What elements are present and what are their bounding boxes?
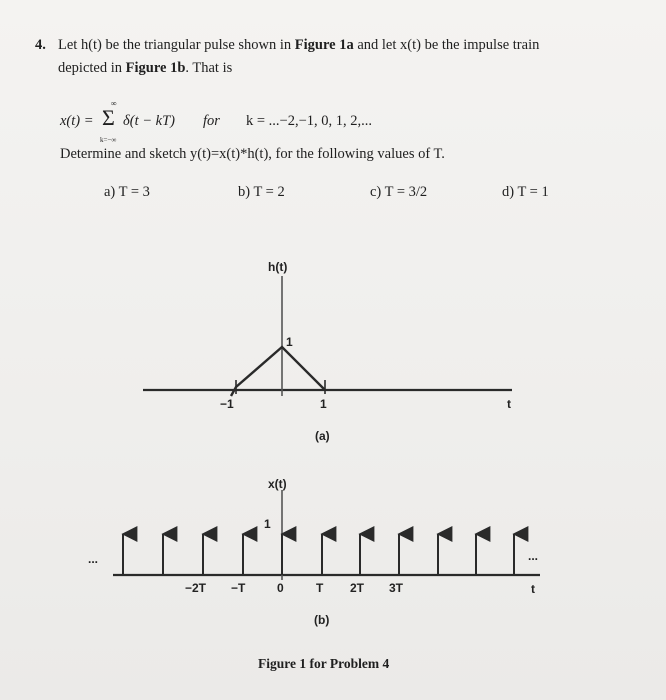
- instruction-text: Determine and sketch y(t)=x(t)*h(t), for the following values of T.: [60, 146, 445, 162]
- problem-number: 4.: [35, 37, 46, 53]
- figure-1a-ref: Figure 1a: [294, 37, 354, 53]
- figure-1b-ref: Figure 1b: [125, 60, 186, 76]
- equation-lhs: x(t) =: [60, 113, 94, 129]
- problem-line-2-end: . That is: [185, 60, 233, 76]
- figure-caption: Figure 1 for Problem 4: [258, 656, 390, 671]
- tick-label-T: T: [316, 581, 324, 595]
- option-c: c) T = 3/2: [370, 184, 428, 200]
- option-b: b) T = 2: [238, 184, 285, 200]
- tick-label-minus-2T: −2T: [185, 581, 207, 595]
- pos-one-label: 1: [320, 397, 327, 411]
- figure-1a: [143, 260, 512, 443]
- sigma-lower: k=−∞: [100, 136, 117, 144]
- option-a: a) T = 3: [104, 184, 150, 200]
- problem-line-1-start: Let h(t) be the triangular pulse shown in: [58, 37, 292, 53]
- dots-right: ...: [528, 549, 539, 563]
- sigma-upper: ∞: [111, 99, 117, 108]
- dots-left: ...: [88, 552, 99, 566]
- equation-for: for: [203, 113, 220, 129]
- equation-body: δ(t − kT): [123, 113, 175, 129]
- figure-1b: [88, 477, 540, 627]
- triangle-pulse: [231, 347, 325, 396]
- option-d: d) T = 1: [502, 184, 549, 200]
- tick-label-0: 0: [277, 581, 284, 595]
- x-of-t-label: x(t): [268, 477, 287, 491]
- problem-line-1-end: and let x(t) be the impulse train: [357, 37, 540, 53]
- fig-a-caption: (a): [315, 429, 330, 443]
- fig-b-t-label: t: [531, 582, 535, 596]
- sigma-symbol: Σ: [102, 105, 115, 130]
- fig-a-t-label: t: [507, 397, 511, 411]
- h-of-t-label: h(t): [268, 260, 288, 274]
- equation-k-range: k = ...−2,−1, 0, 1, 2,...: [246, 113, 373, 129]
- peak-label: 1: [286, 335, 293, 349]
- tick-label-3T: 3T: [389, 581, 404, 595]
- problem-line-2-start: depicted in: [58, 60, 123, 76]
- tick-label-minus-T: −T: [231, 581, 246, 595]
- fig-b-caption: (b): [314, 613, 330, 627]
- impulse-height-label: 1: [264, 517, 271, 531]
- tick-label-2T: 2T: [350, 581, 365, 595]
- neg-one-label: −1: [220, 397, 234, 411]
